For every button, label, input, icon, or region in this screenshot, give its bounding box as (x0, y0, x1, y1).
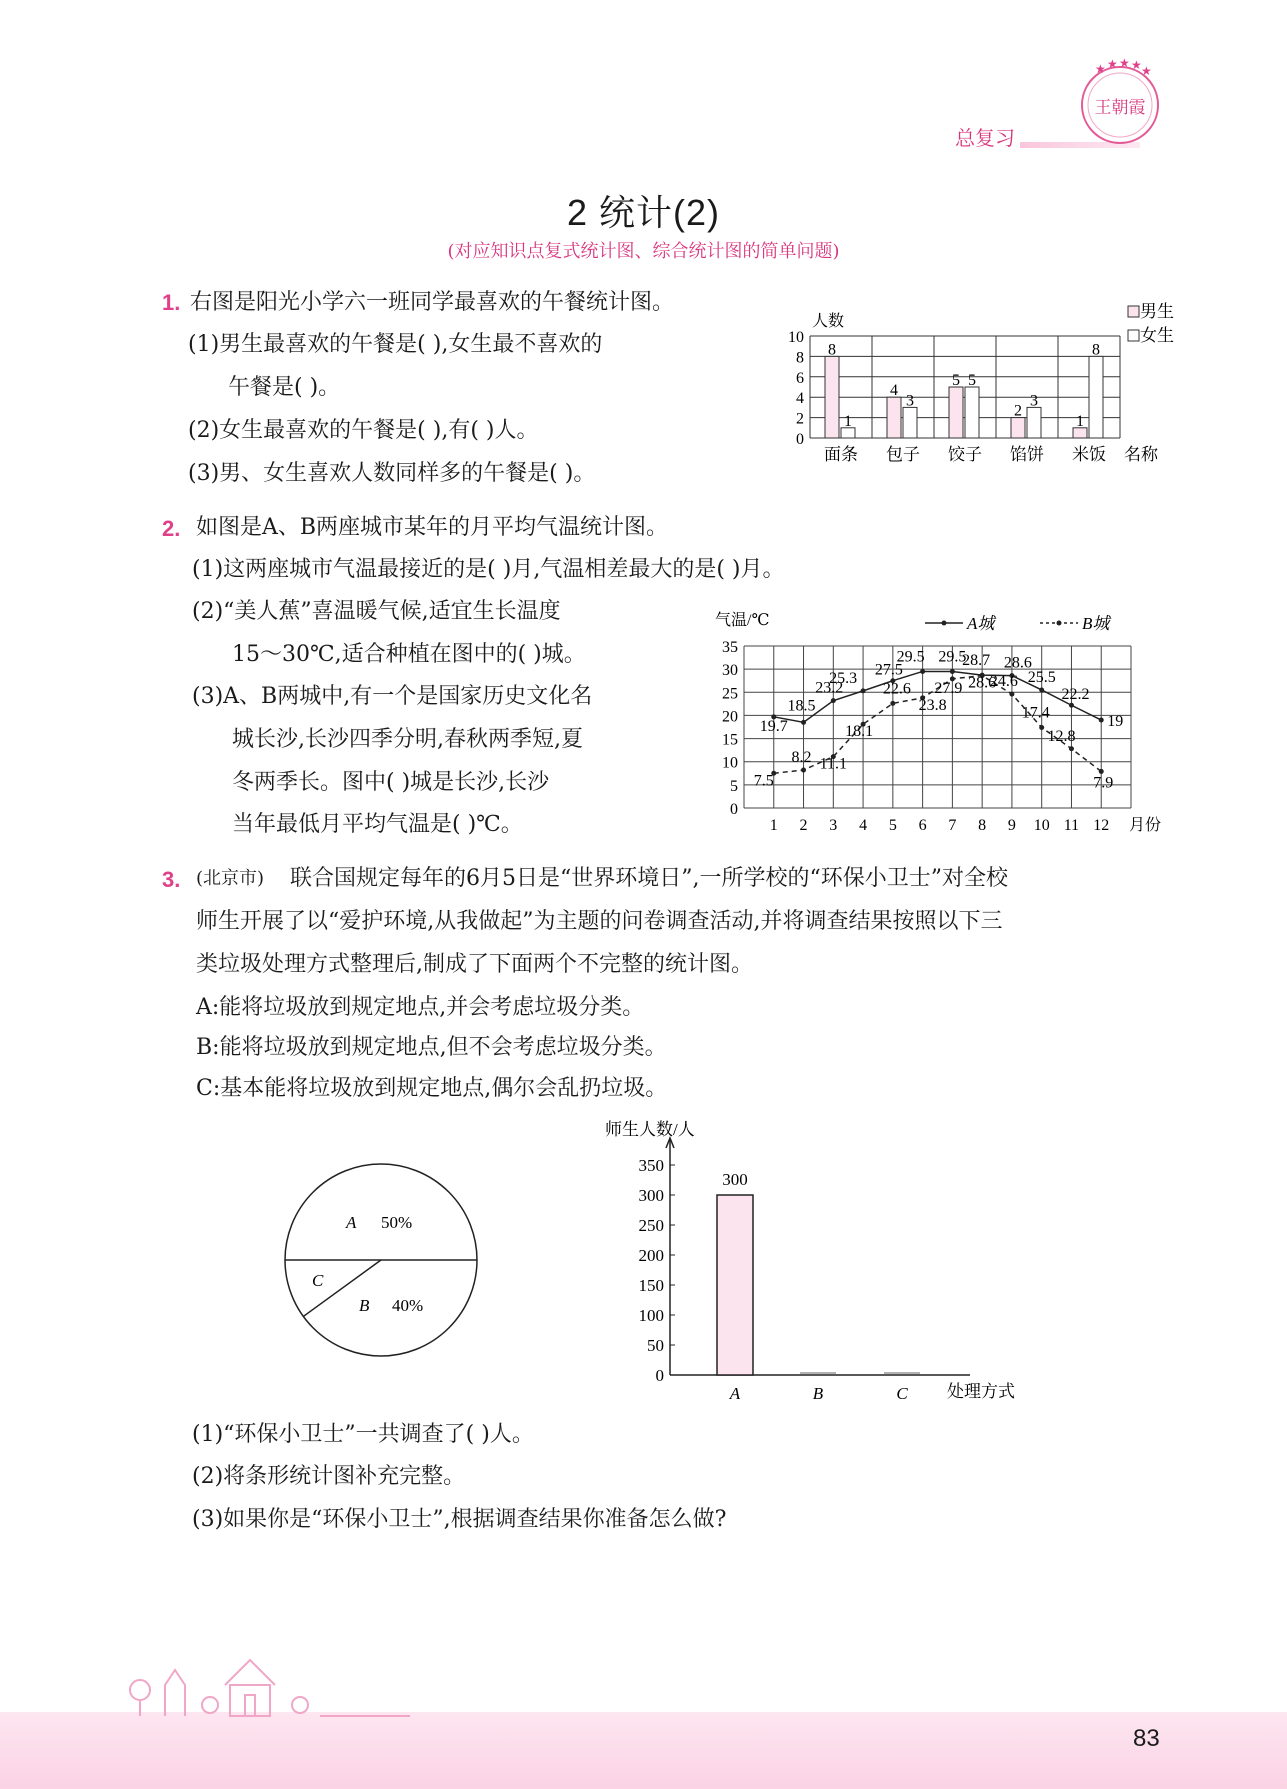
x-tick-label: 12 (1093, 817, 1110, 834)
legend-marker (1057, 621, 1062, 626)
question-2-number: 2. (162, 516, 181, 541)
q2-line: 15～30℃,适合种植在图中的( )城。 (232, 642, 586, 667)
x-tick-label: 5 (888, 817, 897, 834)
data-point (920, 669, 925, 674)
y-tick-label: 35 (722, 639, 738, 656)
data-label: 19 (1107, 713, 1124, 731)
y-tick-label: 0 (730, 801, 738, 818)
pie-slice-percent: 40% (392, 1296, 424, 1315)
data-label: 28.7 (962, 652, 991, 670)
x-tick-label: 7 (948, 817, 957, 834)
data-point (1099, 718, 1104, 723)
x-tick-label: 1 (769, 817, 778, 834)
data-label: 23.2 (815, 679, 844, 697)
data-label: 25.3 (829, 669, 858, 687)
x-axis-label: 处理方式 (947, 1382, 1015, 1401)
y-tick-label: 30 (722, 662, 738, 680)
x-axis-label: 名称 (1124, 445, 1158, 464)
x-tick-label: 馅饼 (1010, 445, 1044, 464)
y-tick-label: 10 (722, 754, 738, 772)
q3-line: 师生开展了以“爱护环境,从我做起”为主题的问卷调查活动,并将调查结果按照以下三 (196, 909, 1003, 934)
data-label: 29.5 (896, 648, 925, 666)
bar-value-label: 1 (1076, 412, 1084, 430)
bar-value-label: 4 (890, 382, 898, 400)
x-tick-label: B (812, 1384, 824, 1403)
y-tick-label: 0 (655, 1366, 664, 1385)
data-point (1039, 725, 1044, 730)
y-tick-label: 5 (730, 777, 738, 795)
q2-line: 当年最低月平均气温是( )℃。 (232, 812, 523, 837)
q3-line: 类垃圾处理方式整理后,制成了下面两个不完整的统计图。 (196, 952, 753, 977)
page-number: 83 (1133, 1725, 1160, 1752)
data-label: 7.9 (1093, 774, 1114, 792)
x-tick-label: C (896, 1384, 908, 1403)
q2-line: 如图是A、B两座城市某年的月平均气温统计图。 (196, 515, 669, 540)
bar-女生 (903, 407, 917, 438)
x-tick-label: 2 (799, 817, 808, 834)
data-point (950, 669, 955, 674)
bar-value-label: 3 (906, 392, 914, 410)
x-tick-label: 4 (859, 817, 868, 834)
data-label: 7.5 (753, 772, 774, 790)
legend-label: B城 (1082, 614, 1110, 633)
brand-logo (1075, 55, 1165, 150)
q3-line: (3)如果你是“环保小卫士”,根据调查结果你准备怎么做? (192, 1507, 727, 1532)
bar-value-label: 5 (968, 372, 976, 389)
bar-女生 (1027, 407, 1041, 438)
bar-男生 (949, 387, 963, 438)
x-tick-label: 面条 (824, 445, 858, 464)
question-3-number: 3. (162, 867, 181, 892)
x-axis-label: 月份 (1129, 817, 1162, 834)
temperature-line-chart (710, 605, 1160, 840)
q3-line: A:能将垃圾放到规定地点,并会考虑垃圾分类。 (196, 995, 645, 1020)
pie-slice-label: B (359, 1296, 370, 1315)
y-tick-label: 150 (638, 1276, 664, 1295)
data-point (801, 768, 806, 773)
data-label: 22.2 (1061, 686, 1090, 704)
data-label: 12.8 (1047, 727, 1076, 745)
q3-line: 联合国规定每年的6月5日是“世界环境日”,一所学校的“环保小卫士”对全校 (290, 866, 1008, 891)
town-illustration-icon (120, 1640, 420, 1720)
q1-line: (3)男、女生喜欢人数同样多的午餐是( )。 (188, 461, 596, 486)
data-label: 22.6 (882, 680, 911, 698)
y-tick-label: 25 (722, 685, 738, 703)
x-tick-label: 9 (1007, 817, 1016, 834)
data-point (1069, 746, 1074, 751)
bar-value-label: 5 (952, 372, 960, 389)
pie-slice-label: A (346, 1213, 357, 1232)
x-tick-label: 8 (978, 817, 987, 834)
x-tick-label: 6 (918, 817, 927, 834)
bar-value-label: 8 (1092, 341, 1100, 359)
x-tick-label: 米饭 (1072, 445, 1106, 464)
q1-line: (1)男生最喜欢的午餐是( ),女生最不喜欢的 (188, 332, 603, 357)
logo-text: 王朝霞 (1094, 98, 1146, 117)
svg-text:★: ★ (1131, 58, 1142, 72)
svg-text:★: ★ (1119, 56, 1130, 70)
x-tick-label: 包子 (886, 445, 920, 464)
data-label: 25.5 (1027, 668, 1056, 686)
x-tick-label: A (729, 1384, 741, 1403)
q3-source: (北京市) (196, 868, 265, 889)
bar-男生 (887, 397, 901, 438)
y-axis-label: 气温/℃ (715, 612, 770, 629)
q3-line: (1)“环保小卫士”一共调查了( )人。 (192, 1422, 534, 1447)
x-tick-label: 饺子 (948, 445, 982, 464)
y-tick-label: 350 (638, 1156, 664, 1175)
data-point (831, 698, 836, 703)
legend-label: A城 (967, 614, 995, 633)
data-label: 8.2 (791, 749, 812, 767)
q2-line: 冬两季长。图中( )城是长沙,长沙 (232, 770, 550, 795)
y-tick-label: 15 (722, 731, 738, 749)
data-label: 27.5 (874, 661, 903, 679)
q2-line: (2)“美人蕉”喜温暖气候,适宜生长温度 (192, 599, 561, 624)
x-tick-label: 11 (1063, 817, 1080, 834)
bar-value-label: 1 (844, 412, 852, 430)
data-label: 23.8 (918, 696, 947, 714)
q3-line: (2)将条形统计图补充完整。 (192, 1464, 466, 1489)
page-subtitle: (对应知识点复式统计图、综合统计图的简单问题) (447, 241, 840, 262)
data-point (1039, 687, 1044, 692)
pie-chart (280, 1155, 500, 1375)
pie-slice-label: C (312, 1271, 324, 1290)
q2-line: (1)这两座城市气温最接近的是( )月,气温相差最大的是( )月。 (192, 557, 785, 582)
y-tick-label: 250 (638, 1216, 664, 1235)
bar-男生 (1011, 418, 1025, 438)
data-label: 18.5 (787, 697, 816, 715)
data-label: 29.5 (938, 648, 967, 666)
y-tick-label: 20 (722, 708, 738, 726)
y-tick-label: 8 (796, 349, 804, 367)
logo-stars-icon (1095, 56, 1152, 78)
data-label: 27.9 (934, 679, 963, 697)
data-label: 17.4 (1021, 704, 1050, 722)
section-label: 总复习 (955, 128, 1015, 150)
q3-line: C:基本能将垃圾放到规定地点,偶尔会乱扔垃圾。 (196, 1076, 668, 1101)
page-title: 2 统计(2) (566, 192, 721, 233)
data-label: 11.1 (819, 755, 848, 773)
legend-swatch (1128, 330, 1139, 341)
data-point (861, 688, 866, 693)
survey-bar-chart (600, 1115, 1040, 1415)
bar-value-label: 8 (828, 341, 836, 359)
bar-value-label: 2 (1014, 402, 1022, 420)
data-point (1009, 692, 1014, 697)
data-label: 18.1 (845, 723, 874, 741)
bar-value-label: 300 (722, 1170, 748, 1189)
q2-line: (3)A、B两城中,有一个是国家历史文化名 (192, 684, 593, 709)
q3-line: B:能将垃圾放到规定地点,但不会考虑垃圾分类。 (196, 1035, 667, 1060)
y-axis-label: 人数 (812, 313, 845, 330)
svg-text:★: ★ (1107, 57, 1118, 71)
y-tick-label: 0 (796, 431, 804, 448)
q1-line: 右图是阳光小学六一班同学最喜欢的午餐统计图。 (190, 290, 675, 315)
data-label: 19.7 (759, 717, 788, 735)
y-tick-label: 10 (788, 329, 804, 346)
legend-marker (942, 621, 947, 626)
q1-line: (2)女生最喜欢的午餐是( ),有( )人。 (188, 418, 539, 443)
pie-slice-percent: 50% (381, 1213, 413, 1232)
y-tick-label: 100 (638, 1306, 664, 1325)
data-point (1069, 703, 1074, 708)
y-tick-label: 4 (796, 390, 804, 408)
y-tick-label: 200 (638, 1246, 664, 1265)
y-tick-label: 50 (647, 1336, 664, 1355)
svg-text:★: ★ (1095, 62, 1106, 76)
legend-swatch (1128, 306, 1139, 317)
y-axis-label: 师生人数/人 (605, 1120, 695, 1139)
svg-text:★: ★ (1141, 64, 1152, 78)
x-tick-label: 10 (1033, 817, 1050, 834)
question-1-number: 1. (162, 290, 181, 315)
legend-label: 女生 (1140, 326, 1174, 345)
y-tick-label: 2 (796, 410, 804, 428)
q2-line: 城长沙,长沙四季分明,春秋两季短,夏 (232, 727, 583, 752)
y-tick-label: 6 (796, 369, 804, 387)
data-label: 28.6 (968, 674, 997, 692)
bar-女生 (965, 387, 979, 438)
legend-label: 男生 (1140, 302, 1174, 321)
footer-band (0, 1712, 1287, 1789)
bar-value-label: 3 (1030, 392, 1038, 410)
x-tick-label: 3 (829, 817, 838, 834)
lunch-bar-chart (770, 290, 1174, 470)
data-point (801, 720, 806, 725)
bar-女生 (1089, 356, 1103, 438)
data-point (1099, 769, 1104, 774)
data-point (890, 701, 895, 706)
bar-男生 (825, 356, 839, 438)
data-label: 28.6 (1003, 654, 1032, 672)
data-label: 24.6 (989, 673, 1018, 691)
q1-line: 午餐是( )。 (228, 375, 341, 400)
bar (717, 1195, 753, 1375)
y-tick-label: 300 (638, 1186, 664, 1205)
